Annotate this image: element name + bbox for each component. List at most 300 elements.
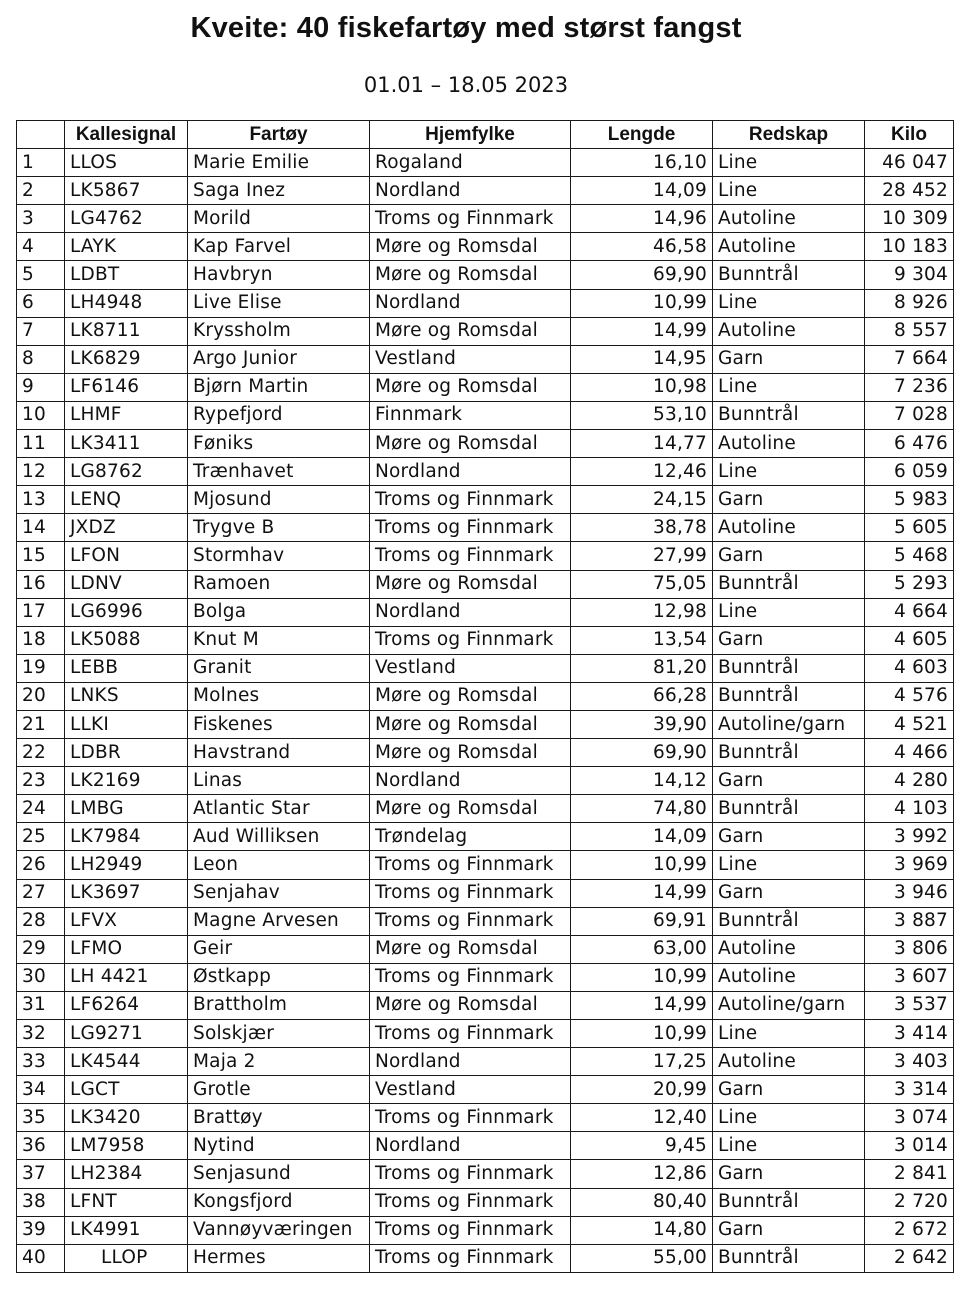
cell-county: Møre og Romsdal [370, 991, 571, 1019]
cell-kilo: 3 946 [865, 879, 954, 907]
table-row [17, 542, 954, 570]
header-kilo: Kilo [865, 121, 954, 149]
cell-gear: Bunntrål [713, 1244, 865, 1272]
cell-kilo: 3 414 [865, 1020, 954, 1048]
cell-county: Trøndelag [370, 823, 571, 851]
cell-vessel: Atlantic Star [188, 795, 370, 823]
cell-length: 12,40 [571, 1104, 713, 1132]
cell-rank: 19 [17, 654, 65, 682]
cell-callsign: LK4544 [65, 1048, 188, 1076]
cell-gear: Autoline [713, 430, 865, 458]
cell-vessel: Bolga [188, 598, 370, 626]
cell-vessel: Magne Arvesen [188, 907, 370, 935]
cell-callsign: LK5867 [65, 177, 188, 205]
cell-rank: 8 [17, 345, 65, 373]
table-row [17, 626, 954, 654]
cell-kilo: 10 183 [865, 233, 954, 261]
cell-length: 12,86 [571, 1160, 713, 1188]
cell-length: 17,25 [571, 1048, 713, 1076]
cell-rank: 38 [17, 1188, 65, 1216]
catch-table [16, 120, 954, 1273]
cell-kilo: 5 983 [865, 486, 954, 514]
table-row [17, 514, 954, 542]
cell-callsign: LMBG [65, 795, 188, 823]
table-row [17, 1048, 954, 1076]
cell-kilo: 2 841 [865, 1160, 954, 1188]
cell-gear: Line [713, 598, 865, 626]
cell-rank: 5 [17, 261, 65, 289]
cell-callsign: LK8711 [65, 317, 188, 345]
cell-vessel: Kongsfjord [188, 1188, 370, 1216]
cell-county: Vestland [370, 345, 571, 373]
cell-length: 55,00 [571, 1244, 713, 1272]
table-row [17, 1216, 954, 1244]
cell-vessel: Kryssholm [188, 317, 370, 345]
cell-vessel: Marie Emilie [188, 149, 370, 177]
cell-gear: Garn [713, 767, 865, 795]
cell-kilo: 3 074 [865, 1104, 954, 1132]
cell-kilo: 3 969 [865, 851, 954, 879]
cell-county: Møre og Romsdal [370, 935, 571, 963]
cell-gear: Bunntrål [713, 907, 865, 935]
cell-kilo: 6 476 [865, 430, 954, 458]
cell-rank: 17 [17, 598, 65, 626]
cell-length: 69,90 [571, 739, 713, 767]
cell-callsign: LHMF [65, 401, 188, 429]
cell-county: Troms og Finnmark [370, 1160, 571, 1188]
cell-rank: 2 [17, 177, 65, 205]
cell-rank: 4 [17, 233, 65, 261]
cell-callsign: LK3697 [65, 879, 188, 907]
cell-county: Møre og Romsdal [370, 261, 571, 289]
cell-rank: 6 [17, 289, 65, 317]
cell-length: 63,00 [571, 935, 713, 963]
cell-gear: Line [713, 458, 865, 486]
date-range: 01.01 – 18.05 2023 [363, 73, 569, 97]
cell-rank: 26 [17, 851, 65, 879]
cell-gear: Bunntrål [713, 401, 865, 429]
cell-length: 14,95 [571, 345, 713, 373]
cell-vessel: Geir [188, 935, 370, 963]
cell-length: 14,09 [571, 177, 713, 205]
table-row [17, 1076, 954, 1104]
cell-kilo: 6 059 [865, 458, 954, 486]
cell-county: Nordland [370, 598, 571, 626]
cell-kilo: 3 607 [865, 963, 954, 991]
cell-county: Troms og Finnmark [370, 1020, 571, 1048]
cell-kilo: 3 887 [865, 907, 954, 935]
cell-rank: 7 [17, 317, 65, 345]
cell-county: Møre og Romsdal [370, 739, 571, 767]
cell-gear: Line [713, 851, 865, 879]
page-title: Kveite: 40 fiskefartøy med størst fangst [190, 12, 742, 44]
cell-length: 9,45 [571, 1132, 713, 1160]
cell-gear: Garn [713, 1160, 865, 1188]
cell-county: Troms og Finnmark [370, 1216, 571, 1244]
cell-rank: 3 [17, 205, 65, 233]
cell-gear: Bunntrål [713, 682, 865, 710]
table-row [17, 317, 954, 345]
cell-callsign: LK2169 [65, 767, 188, 795]
cell-length: 10,99 [571, 1020, 713, 1048]
header-gear: Redskap [713, 121, 865, 149]
cell-length: 12,46 [571, 458, 713, 486]
cell-gear: Garn [713, 879, 865, 907]
cell-county: Troms og Finnmark [370, 542, 571, 570]
cell-gear: Garn [713, 486, 865, 514]
cell-kilo: 8 557 [865, 317, 954, 345]
cell-length: 14,77 [571, 430, 713, 458]
cell-rank: 40 [17, 1244, 65, 1272]
cell-kilo: 10 309 [865, 205, 954, 233]
cell-callsign: LAYK [65, 233, 188, 261]
cell-kilo: 46 047 [865, 149, 954, 177]
cell-callsign: LM7958 [65, 1132, 188, 1160]
cell-gear: Bunntrål [713, 739, 865, 767]
cell-rank: 25 [17, 823, 65, 851]
table-row [17, 823, 954, 851]
header-length: Lengde [571, 121, 713, 149]
cell-kilo: 28 452 [865, 177, 954, 205]
header-vessel: Fartøy [188, 121, 370, 149]
cell-length: 75,05 [571, 570, 713, 598]
cell-gear: Autoline [713, 514, 865, 542]
cell-callsign: LNKS [65, 682, 188, 710]
cell-kilo: 4 603 [865, 654, 954, 682]
cell-kilo: 4 280 [865, 767, 954, 795]
cell-gear: Bunntrål [713, 654, 865, 682]
cell-gear: Bunntrål [713, 1188, 865, 1216]
table-row [17, 205, 954, 233]
cell-rank: 21 [17, 710, 65, 738]
cell-gear: Line [713, 373, 865, 401]
cell-callsign: LF6146 [65, 373, 188, 401]
cell-county: Troms og Finnmark [370, 963, 571, 991]
cell-callsign: LG8762 [65, 458, 188, 486]
cell-vessel: Molnes [188, 682, 370, 710]
cell-county: Nordland [370, 177, 571, 205]
cell-county: Møre og Romsdal [370, 682, 571, 710]
cell-rank: 15 [17, 542, 65, 570]
cell-kilo: 2 672 [865, 1216, 954, 1244]
cell-kilo: 3 806 [865, 935, 954, 963]
cell-vessel: Solskjær [188, 1020, 370, 1048]
cell-callsign: LK3420 [65, 1104, 188, 1132]
cell-vessel: Linas [188, 767, 370, 795]
cell-length: 14,99 [571, 879, 713, 907]
cell-rank: 23 [17, 767, 65, 795]
table-row [17, 963, 954, 991]
cell-callsign: LLOP [65, 1244, 188, 1272]
cell-length: 10,99 [571, 289, 713, 317]
cell-vessel: Nytind [188, 1132, 370, 1160]
cell-county: Nordland [370, 1048, 571, 1076]
table-row [17, 261, 954, 289]
cell-kilo: 3 537 [865, 991, 954, 1019]
cell-rank: 24 [17, 795, 65, 823]
cell-gear: Autoline [713, 963, 865, 991]
cell-rank: 37 [17, 1160, 65, 1188]
cell-length: 74,80 [571, 795, 713, 823]
cell-kilo: 3 403 [865, 1048, 954, 1076]
cell-gear: Autoline [713, 1048, 865, 1076]
cell-length: 14,09 [571, 823, 713, 851]
cell-gear: Garn [713, 823, 865, 851]
cell-length: 14,96 [571, 205, 713, 233]
cell-gear: Autoline/garn [713, 991, 865, 1019]
table-row [17, 401, 954, 429]
cell-vessel: Rypefjord [188, 401, 370, 429]
cell-county: Nordland [370, 767, 571, 795]
cell-gear: Autoline [713, 205, 865, 233]
table-row [17, 233, 954, 261]
cell-gear: Garn [713, 1076, 865, 1104]
table-row [17, 598, 954, 626]
cell-callsign: LFON [65, 542, 188, 570]
cell-callsign: LENQ [65, 486, 188, 514]
cell-gear: Line [713, 289, 865, 317]
cell-county: Vestland [370, 654, 571, 682]
cell-callsign: LDNV [65, 570, 188, 598]
cell-callsign: LK3411 [65, 430, 188, 458]
table-row [17, 1020, 954, 1048]
cell-gear: Bunntrål [713, 570, 865, 598]
table-row [17, 935, 954, 963]
cell-county: Troms og Finnmark [370, 626, 571, 654]
cell-county: Møre og Romsdal [370, 430, 571, 458]
cell-county: Nordland [370, 289, 571, 317]
table-body [17, 149, 954, 1273]
cell-kilo: 7 236 [865, 373, 954, 401]
cell-vessel: Trænhavet [188, 458, 370, 486]
cell-callsign: LH2384 [65, 1160, 188, 1188]
cell-vessel: Grotle [188, 1076, 370, 1104]
cell-rank: 27 [17, 879, 65, 907]
cell-gear: Autoline [713, 935, 865, 963]
cell-callsign: LG6996 [65, 598, 188, 626]
cell-callsign: LFMO [65, 935, 188, 963]
cell-vessel: Stormhav [188, 542, 370, 570]
cell-county: Nordland [370, 1132, 571, 1160]
cell-length: 10,99 [571, 851, 713, 879]
cell-vessel: Knut M [188, 626, 370, 654]
table-row [17, 1104, 954, 1132]
cell-vessel: Senjasund [188, 1160, 370, 1188]
cell-length: 13,54 [571, 626, 713, 654]
table-row [17, 879, 954, 907]
table-row [17, 430, 954, 458]
cell-length: 69,90 [571, 261, 713, 289]
table-row [17, 373, 954, 401]
cell-kilo: 4 576 [865, 682, 954, 710]
cell-county: Møre og Romsdal [370, 795, 571, 823]
cell-callsign: LH 4421 [65, 963, 188, 991]
cell-county: Møre og Romsdal [370, 233, 571, 261]
cell-rank: 28 [17, 907, 65, 935]
cell-vessel: Maja 2 [188, 1048, 370, 1076]
cell-callsign: LG9271 [65, 1020, 188, 1048]
cell-kilo: 3 314 [865, 1076, 954, 1104]
table-row [17, 1244, 954, 1272]
table-row [17, 991, 954, 1019]
cell-gear: Line [713, 1104, 865, 1132]
cell-length: 20,99 [571, 1076, 713, 1104]
cell-length: 12,98 [571, 598, 713, 626]
cell-rank: 16 [17, 570, 65, 598]
cell-gear: Garn [713, 542, 865, 570]
table-row [17, 907, 954, 935]
cell-vessel: Vannøyværingen [188, 1216, 370, 1244]
cell-callsign: LDBT [65, 261, 188, 289]
table-row [17, 177, 954, 205]
cell-county: Møre og Romsdal [370, 710, 571, 738]
cell-county: Vestland [370, 1076, 571, 1104]
cell-vessel: Kap Farvel [188, 233, 370, 261]
cell-gear: Line [713, 1132, 865, 1160]
cell-rank: 35 [17, 1104, 65, 1132]
cell-callsign: LG4762 [65, 205, 188, 233]
cell-callsign: LGCT [65, 1076, 188, 1104]
cell-kilo: 3 992 [865, 823, 954, 851]
cell-vessel: Brattøy [188, 1104, 370, 1132]
cell-rank: 18 [17, 626, 65, 654]
cell-rank: 30 [17, 963, 65, 991]
cell-vessel: Mjosund [188, 486, 370, 514]
cell-vessel: Live Elise [188, 289, 370, 317]
cell-vessel: Østkapp [188, 963, 370, 991]
table-row [17, 710, 954, 738]
cell-county: Finnmark [370, 401, 571, 429]
cell-length: 80,40 [571, 1188, 713, 1216]
cell-vessel: Saga Inez [188, 177, 370, 205]
cell-length: 81,20 [571, 654, 713, 682]
cell-rank: 33 [17, 1048, 65, 1076]
cell-length: 16,10 [571, 149, 713, 177]
cell-kilo: 2 642 [865, 1244, 954, 1272]
table-row [17, 289, 954, 317]
cell-kilo: 5 468 [865, 542, 954, 570]
cell-gear: Bunntrål [713, 261, 865, 289]
cell-vessel: Trygve B [188, 514, 370, 542]
cell-vessel: Granit [188, 654, 370, 682]
cell-length: 10,99 [571, 963, 713, 991]
cell-gear: Autoline/garn [713, 710, 865, 738]
table-row [17, 486, 954, 514]
table-row [17, 1188, 954, 1216]
cell-length: 69,91 [571, 907, 713, 935]
cell-rank: 34 [17, 1076, 65, 1104]
cell-kilo: 8 926 [865, 289, 954, 317]
cell-length: 27,99 [571, 542, 713, 570]
cell-length: 24,15 [571, 486, 713, 514]
cell-callsign: LK7984 [65, 823, 188, 851]
cell-gear: Autoline [713, 317, 865, 345]
cell-gear: Line [713, 149, 865, 177]
cell-kilo: 2 720 [865, 1188, 954, 1216]
cell-callsign: JXDZ [65, 514, 188, 542]
cell-length: 10,98 [571, 373, 713, 401]
cell-vessel: Ramoen [188, 570, 370, 598]
cell-kilo: 5 293 [865, 570, 954, 598]
cell-callsign: LK6829 [65, 345, 188, 373]
header-rank [17, 121, 65, 149]
cell-county: Troms og Finnmark [370, 879, 571, 907]
table-row [17, 570, 954, 598]
cell-rank: 10 [17, 401, 65, 429]
table-row [17, 149, 954, 177]
cell-vessel: Føniks [188, 430, 370, 458]
cell-county: Troms og Finnmark [370, 1104, 571, 1132]
cell-county: Rogaland [370, 149, 571, 177]
cell-length: 14,80 [571, 1216, 713, 1244]
cell-kilo: 4 664 [865, 598, 954, 626]
cell-county: Møre og Romsdal [370, 317, 571, 345]
cell-rank: 22 [17, 739, 65, 767]
cell-kilo: 3 014 [865, 1132, 954, 1160]
cell-rank: 14 [17, 514, 65, 542]
cell-vessel: Havstrand [188, 739, 370, 767]
cell-length: 53,10 [571, 401, 713, 429]
table-row [17, 739, 954, 767]
cell-length: 14,12 [571, 767, 713, 795]
cell-gear: Autoline [713, 233, 865, 261]
cell-county: Troms og Finnmark [370, 1188, 571, 1216]
table-row [17, 654, 954, 682]
cell-rank: 13 [17, 486, 65, 514]
cell-length: 14,99 [571, 991, 713, 1019]
cell-gear: Line [713, 1020, 865, 1048]
cell-callsign: LFVX [65, 907, 188, 935]
cell-vessel: Hermes [188, 1244, 370, 1272]
cell-gear: Garn [713, 626, 865, 654]
cell-county: Troms og Finnmark [370, 205, 571, 233]
cell-rank: 29 [17, 935, 65, 963]
cell-length: 14,99 [571, 317, 713, 345]
cell-vessel: Morild [188, 205, 370, 233]
cell-vessel: Argo Junior [188, 345, 370, 373]
cell-kilo: 7 664 [865, 345, 954, 373]
cell-vessel: Senjahav [188, 879, 370, 907]
cell-callsign: LF6264 [65, 991, 188, 1019]
cell-vessel: Fiskenes [188, 710, 370, 738]
cell-callsign: LH2949 [65, 851, 188, 879]
cell-kilo: 4 605 [865, 626, 954, 654]
cell-gear: Garn [713, 1216, 865, 1244]
cell-rank: 1 [17, 149, 65, 177]
table-row [17, 458, 954, 486]
cell-kilo: 4 521 [865, 710, 954, 738]
cell-length: 46,58 [571, 233, 713, 261]
cell-callsign: LFNT [65, 1188, 188, 1216]
cell-rank: 11 [17, 430, 65, 458]
cell-rank: 32 [17, 1020, 65, 1048]
cell-callsign: LK5088 [65, 626, 188, 654]
cell-county: Troms og Finnmark [370, 486, 571, 514]
cell-county: Møre og Romsdal [370, 570, 571, 598]
table-header-row [17, 121, 954, 149]
cell-kilo: 4 466 [865, 739, 954, 767]
cell-callsign: LEBB [65, 654, 188, 682]
cell-length: 39,90 [571, 710, 713, 738]
cell-county: Troms og Finnmark [370, 1244, 571, 1272]
table-row [17, 682, 954, 710]
cell-rank: 12 [17, 458, 65, 486]
cell-rank: 20 [17, 682, 65, 710]
cell-county: Troms og Finnmark [370, 514, 571, 542]
cell-rank: 36 [17, 1132, 65, 1160]
cell-rank: 31 [17, 991, 65, 1019]
table-row [17, 1132, 954, 1160]
